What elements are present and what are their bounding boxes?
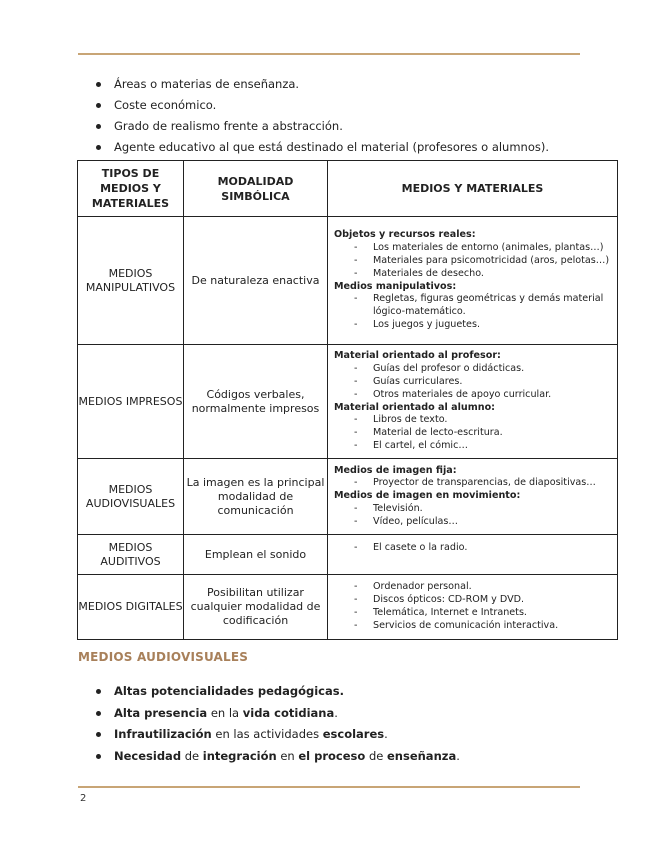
modality-cell: De naturaleza enactiva — [184, 217, 328, 345]
materials-cell — [328, 535, 618, 575]
list-item: - Ordenador personal. — [334, 581, 611, 594]
text: de — [181, 748, 203, 763]
modality-cell: Emplean el sonido — [184, 535, 328, 575]
text: de — [365, 748, 387, 763]
list-item: - Discos ópticos: CD-ROM y DVD. — [334, 594, 611, 607]
table-row — [78, 575, 618, 640]
group-title: Objetos y recursos reales: — [334, 229, 476, 241]
list-item: - Regletas, figuras geométricas y demás material lógico-matemático. — [334, 293, 611, 319]
bold-text: enseñanza — [386, 748, 457, 763]
list-item: - Servicios de comunicación interactiva. — [334, 620, 611, 633]
bold-text: Alta presencia — [114, 705, 208, 720]
materials-cell — [328, 459, 618, 535]
table-row — [78, 535, 618, 575]
list-item: - Los materiales de entorno (animales, plantas…) — [334, 242, 611, 255]
list-item: - El casete o la radio. — [334, 542, 611, 555]
table-header-row — [78, 161, 618, 217]
list-item: - Materiales de desecho. — [334, 268, 611, 281]
list-item: - Guías del profesor o didácticas. — [334, 363, 611, 376]
list-item — [96, 724, 460, 746]
group-title: Medios de imagen en movimiento: — [334, 490, 521, 502]
modality-cell: Posibilitan utilizar cualquier modalidad de codificación — [184, 575, 328, 640]
list-item: - Televisión. — [334, 503, 611, 516]
modality-cell: La imagen es la principal modalidad de comunicación — [184, 459, 328, 535]
type-cell: MEDIOS IMPRESOS — [78, 345, 184, 459]
materials-cell — [328, 345, 618, 459]
list-item: Áreas o materias de enseñanza. — [96, 74, 549, 95]
materials-cell — [328, 575, 618, 640]
type-cell: MEDIOS DIGITALES — [78, 575, 184, 640]
text: . — [456, 748, 460, 763]
group-title: Material orientado al alumno: — [334, 401, 495, 413]
table-row — [78, 459, 618, 535]
materials-cell — [328, 217, 618, 345]
bold-text: Necesidad — [114, 748, 182, 763]
group-title: Medios manipulativos: — [334, 280, 457, 292]
list-item — [96, 681, 460, 703]
list-item: - Vídeo, películas… — [334, 516, 611, 529]
bold-text: vida cotidiana — [242, 705, 335, 720]
bold-text: integración — [202, 748, 277, 763]
table-row — [78, 345, 618, 459]
page-number: 2 — [80, 793, 87, 804]
header-types: TIPOS DE MEDIOS Y MATERIALES — [78, 161, 184, 217]
text: . — [384, 727, 388, 741]
bold-text: Infrautilización — [114, 727, 212, 741]
section-heading: MEDIOS AUDIOVISUALES — [78, 650, 249, 664]
type-cell: MEDIOS AUDITIVOS — [78, 535, 184, 575]
criteria-list — [96, 74, 549, 158]
modality-cell: Códigos verbales, normalmente impresos — [184, 345, 328, 459]
type-cell: MEDIOS AUDIOVISUALES — [78, 459, 184, 535]
type-cell: MEDIOS MANIPULATIVOS — [78, 217, 184, 345]
bold-text: escolares — [322, 727, 385, 741]
header-rule — [78, 53, 580, 55]
list-item: - Materiales para psicomotricidad (aros, pelotas…) — [334, 255, 611, 268]
list-item: - Proyector de transparencias, de diapositivas… — [334, 477, 611, 490]
list-item: - Otros materiales de apoyo curricular. — [334, 389, 611, 402]
footer-rule — [78, 786, 580, 788]
table-row — [78, 217, 618, 345]
list-item: - Los juegos y juguetes. — [334, 319, 611, 332]
list-item: Agente educativo al que está destinado el material (profesores o alumnos). — [96, 137, 549, 158]
list-item: Grado de realismo frente a abstracción. — [96, 116, 549, 137]
media-table — [77, 160, 618, 640]
text: . — [334, 705, 338, 720]
text: en las actividades — [211, 727, 323, 741]
text: en — [276, 748, 299, 763]
list-item: - Libros de texto. — [334, 414, 611, 427]
list-item: - El cartel, el cómic… — [334, 440, 611, 453]
list-item — [96, 746, 460, 768]
bold-text: el proceso — [298, 748, 366, 763]
audiovisual-list — [96, 681, 460, 767]
group-title: Medios de imagen fija: — [334, 464, 457, 476]
header-modality: MODALIDAD SIMBÓLICA — [184, 161, 328, 217]
list-item — [96, 703, 460, 725]
text: en la — [207, 705, 243, 720]
bold-text: Altas potencialidades pedagógicas. — [114, 684, 344, 698]
group-title: Material orientado al profesor: — [334, 350, 501, 362]
list-item: - Material de lecto-escritura. — [334, 427, 611, 440]
list-item: Coste económico. — [96, 95, 549, 116]
header-materials: MEDIOS Y MATERIALES — [328, 161, 618, 217]
list-item: - Telemática, Internet e Intranets. — [334, 607, 611, 620]
list-item: - Guías curriculares. — [334, 376, 611, 389]
